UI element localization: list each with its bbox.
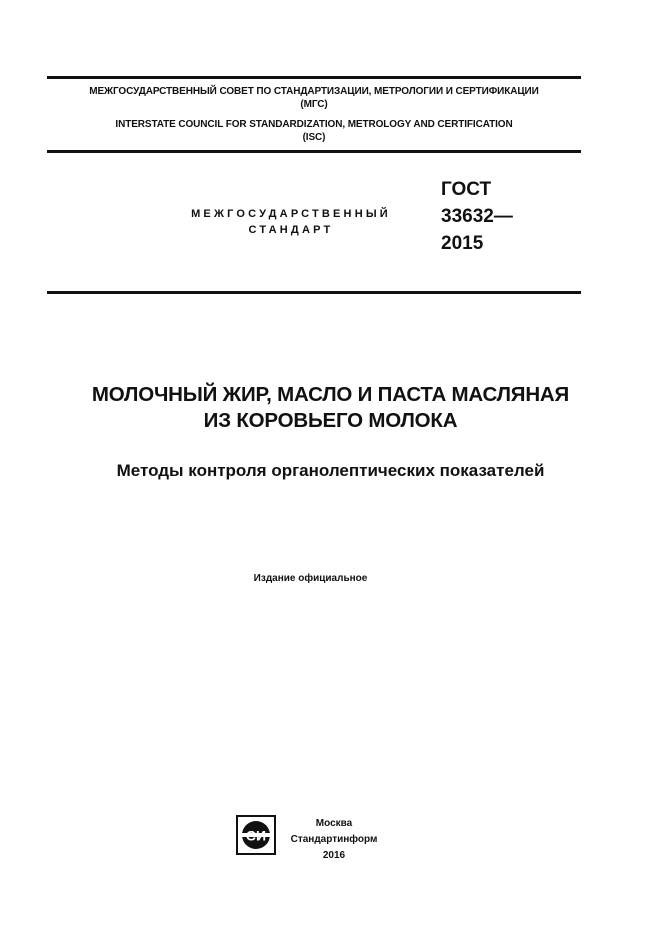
standard-type-label: [170, 206, 412, 238]
gost-designation: [441, 176, 581, 257]
publisher-name: Стандартинформ: [290, 834, 378, 845]
designation-bottom-rule: [47, 291, 581, 294]
standartinform-logo-icon: [236, 815, 276, 855]
council-name-ru: [47, 85, 581, 111]
gost-code-line3: 2015: [441, 233, 484, 254]
document-title-line1: МОЛОЧНЫЙ ЖИР, МАСЛО И ПАСТА МАСЛЯНАЯ: [91, 383, 570, 406]
publisher-city: Москва: [315, 818, 353, 829]
council-name-en-line1: INTERSTATE COUNCIL FOR STANDARDIZATION, METROLOGY AND CERTIFICATION: [115, 119, 513, 130]
document-subtitle: Методы контроля органолептических показателей: [116, 461, 545, 480]
logo-lettering: СИ: [245, 827, 267, 844]
council-name-ru-line1: МЕЖГОСУДАРСТВЕННЫЙ СОВЕТ ПО СТАНДАРТИЗАЦИИ, МЕТРОЛОГИИ И СЕРТИФИКАЦИИ: [89, 86, 539, 97]
council-name-en: [47, 118, 581, 144]
header-bottom-rule: [47, 150, 581, 153]
document-title-line2: ИЗ КОРОВЬЕГО МОЛОКА: [203, 409, 458, 432]
edition-note: Издание официальное: [253, 573, 368, 584]
top-rule: [47, 76, 581, 79]
standard-type-line2: СТАНДАРТ: [248, 224, 334, 236]
publisher-year: 2016: [322, 850, 346, 861]
publisher-block: [282, 816, 386, 864]
council-abbr-ru: (МГС): [300, 99, 328, 110]
gost-code-line1: ГОСТ: [441, 179, 492, 200]
council-abbr-en: (ISC): [302, 132, 326, 143]
document-title: [20, 382, 641, 434]
gost-code-line2: 33632—: [441, 206, 513, 227]
standard-type-line1: МЕЖГОСУДАРСТВЕННЫЙ: [191, 208, 391, 220]
